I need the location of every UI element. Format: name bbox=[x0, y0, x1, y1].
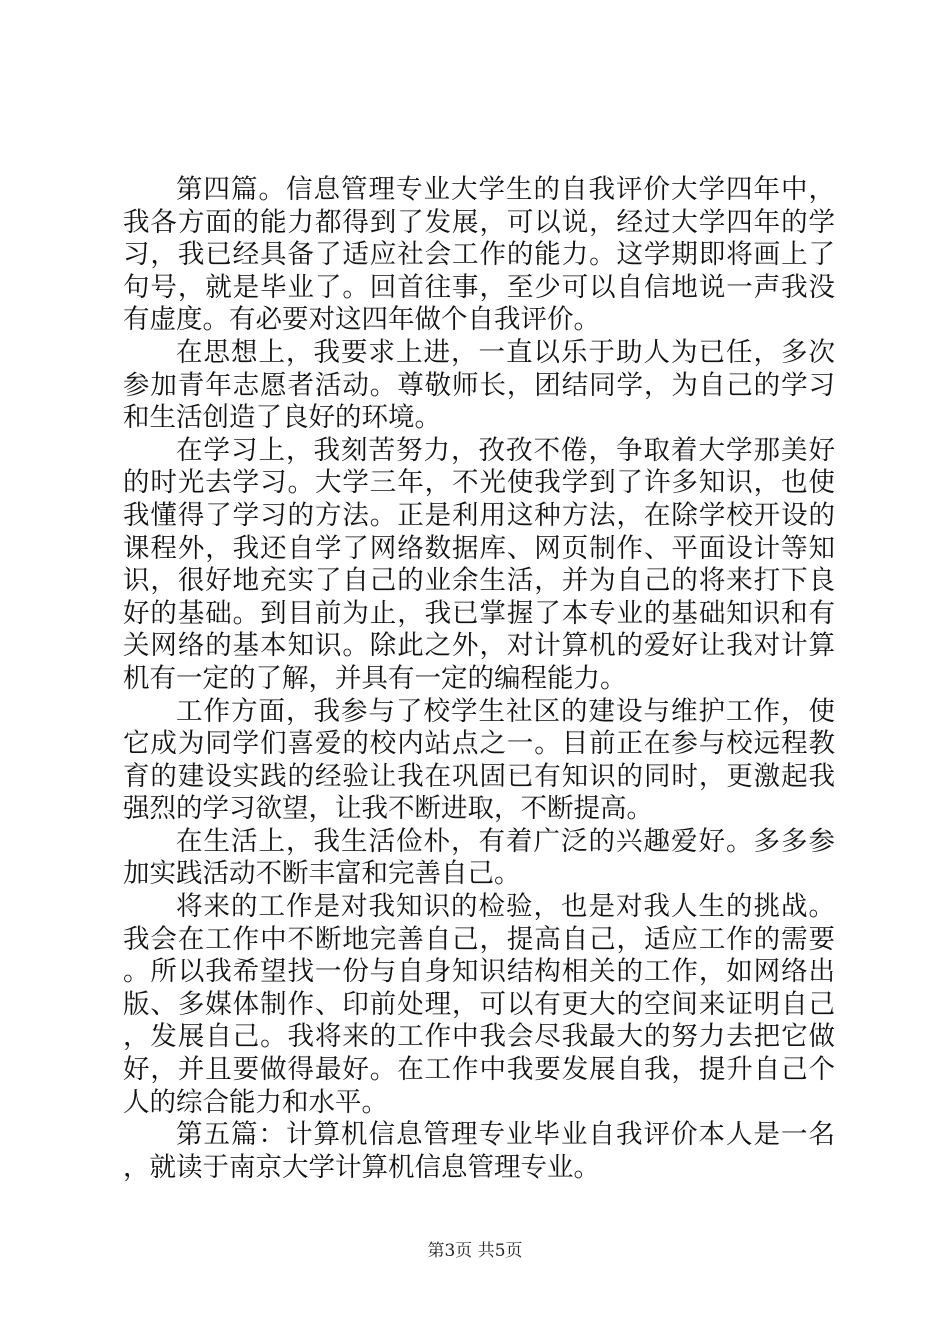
paragraph-4: 工作方面，我参与了校学生社区的建设与维护工作，使它成为同学们喜爱的校内站点之一。目前正在参与校远程教育的建设实践的经验让我在巩固已有知识的同时，更激起我强烈的学习欲望，让我不断进取，不断提高。 bbox=[123, 695, 835, 825]
paragraph-1: 第四篇。信息管理专业大学生的自我评价大学四年中，我各方面的能力都得到了发展，可以说，经过大学四年的学习，我已经具备了适应社会工作的能力。这学期即将画上了句号，就是毕业了。回首往事，至少可以自信地说一声我没有虚度。有必要对这四年做个自我评价。 bbox=[123, 174, 835, 336]
document-body bbox=[123, 174, 835, 1184]
paragraph-6: 将来的工作是对我知识的检验，也是对我人生的挑战。我会在工作中不断地完善自己，提高自己，适应工作的需要。所以我希望找一份与自身知识结构相关的工作，如网络出版、多媒体制作、印前处理，可以有更大的空间来证明自己，发展自己。我将来的工作中我会尽我最大的努力去把它做好，并且要做得最好。在工作中我要发展自我，提升自己个人的综合能力和水平。 bbox=[123, 891, 835, 1118]
page-number-footer: 第3页 共5页 bbox=[427, 1241, 523, 1261]
paragraph-3: 在学习上，我刻苦努力，孜孜不倦，争取着大学那美好的时光去学习。大学三年，不光使我学到了许多知识，也使我懂得了学习的方法。正是利用这种方法，在除学校开设的课程外，我还自学了网络数据库、网页制作、平面设计等知识，很好地充实了自己的业余生活，并为自己的将来打下良好的基础。到目前为止，我已掌握了本专业的基础知识和有关网络的基本知识。除此之外，对计算机的爱好让我对计算机有一定的了解，并具有一定的编程能力。 bbox=[123, 434, 835, 694]
paragraph-5: 在生活上，我生活俭朴，有着广泛的兴趣爱好。多多参加实践活动不断丰富和完善自己。 bbox=[123, 825, 835, 890]
paragraph-2: 在思想上，我要求上进，一直以乐于助人为已任，多次参加青年志愿者活动。尊敬师长，团结同学，为自己的学习和生活创造了良好的环境。 bbox=[123, 336, 835, 434]
paragraph-7: 第五篇：计算机信息管理专业毕业自我评价本人是一名，就读于南京大学计算机信息管理专业。 bbox=[123, 1119, 835, 1183]
